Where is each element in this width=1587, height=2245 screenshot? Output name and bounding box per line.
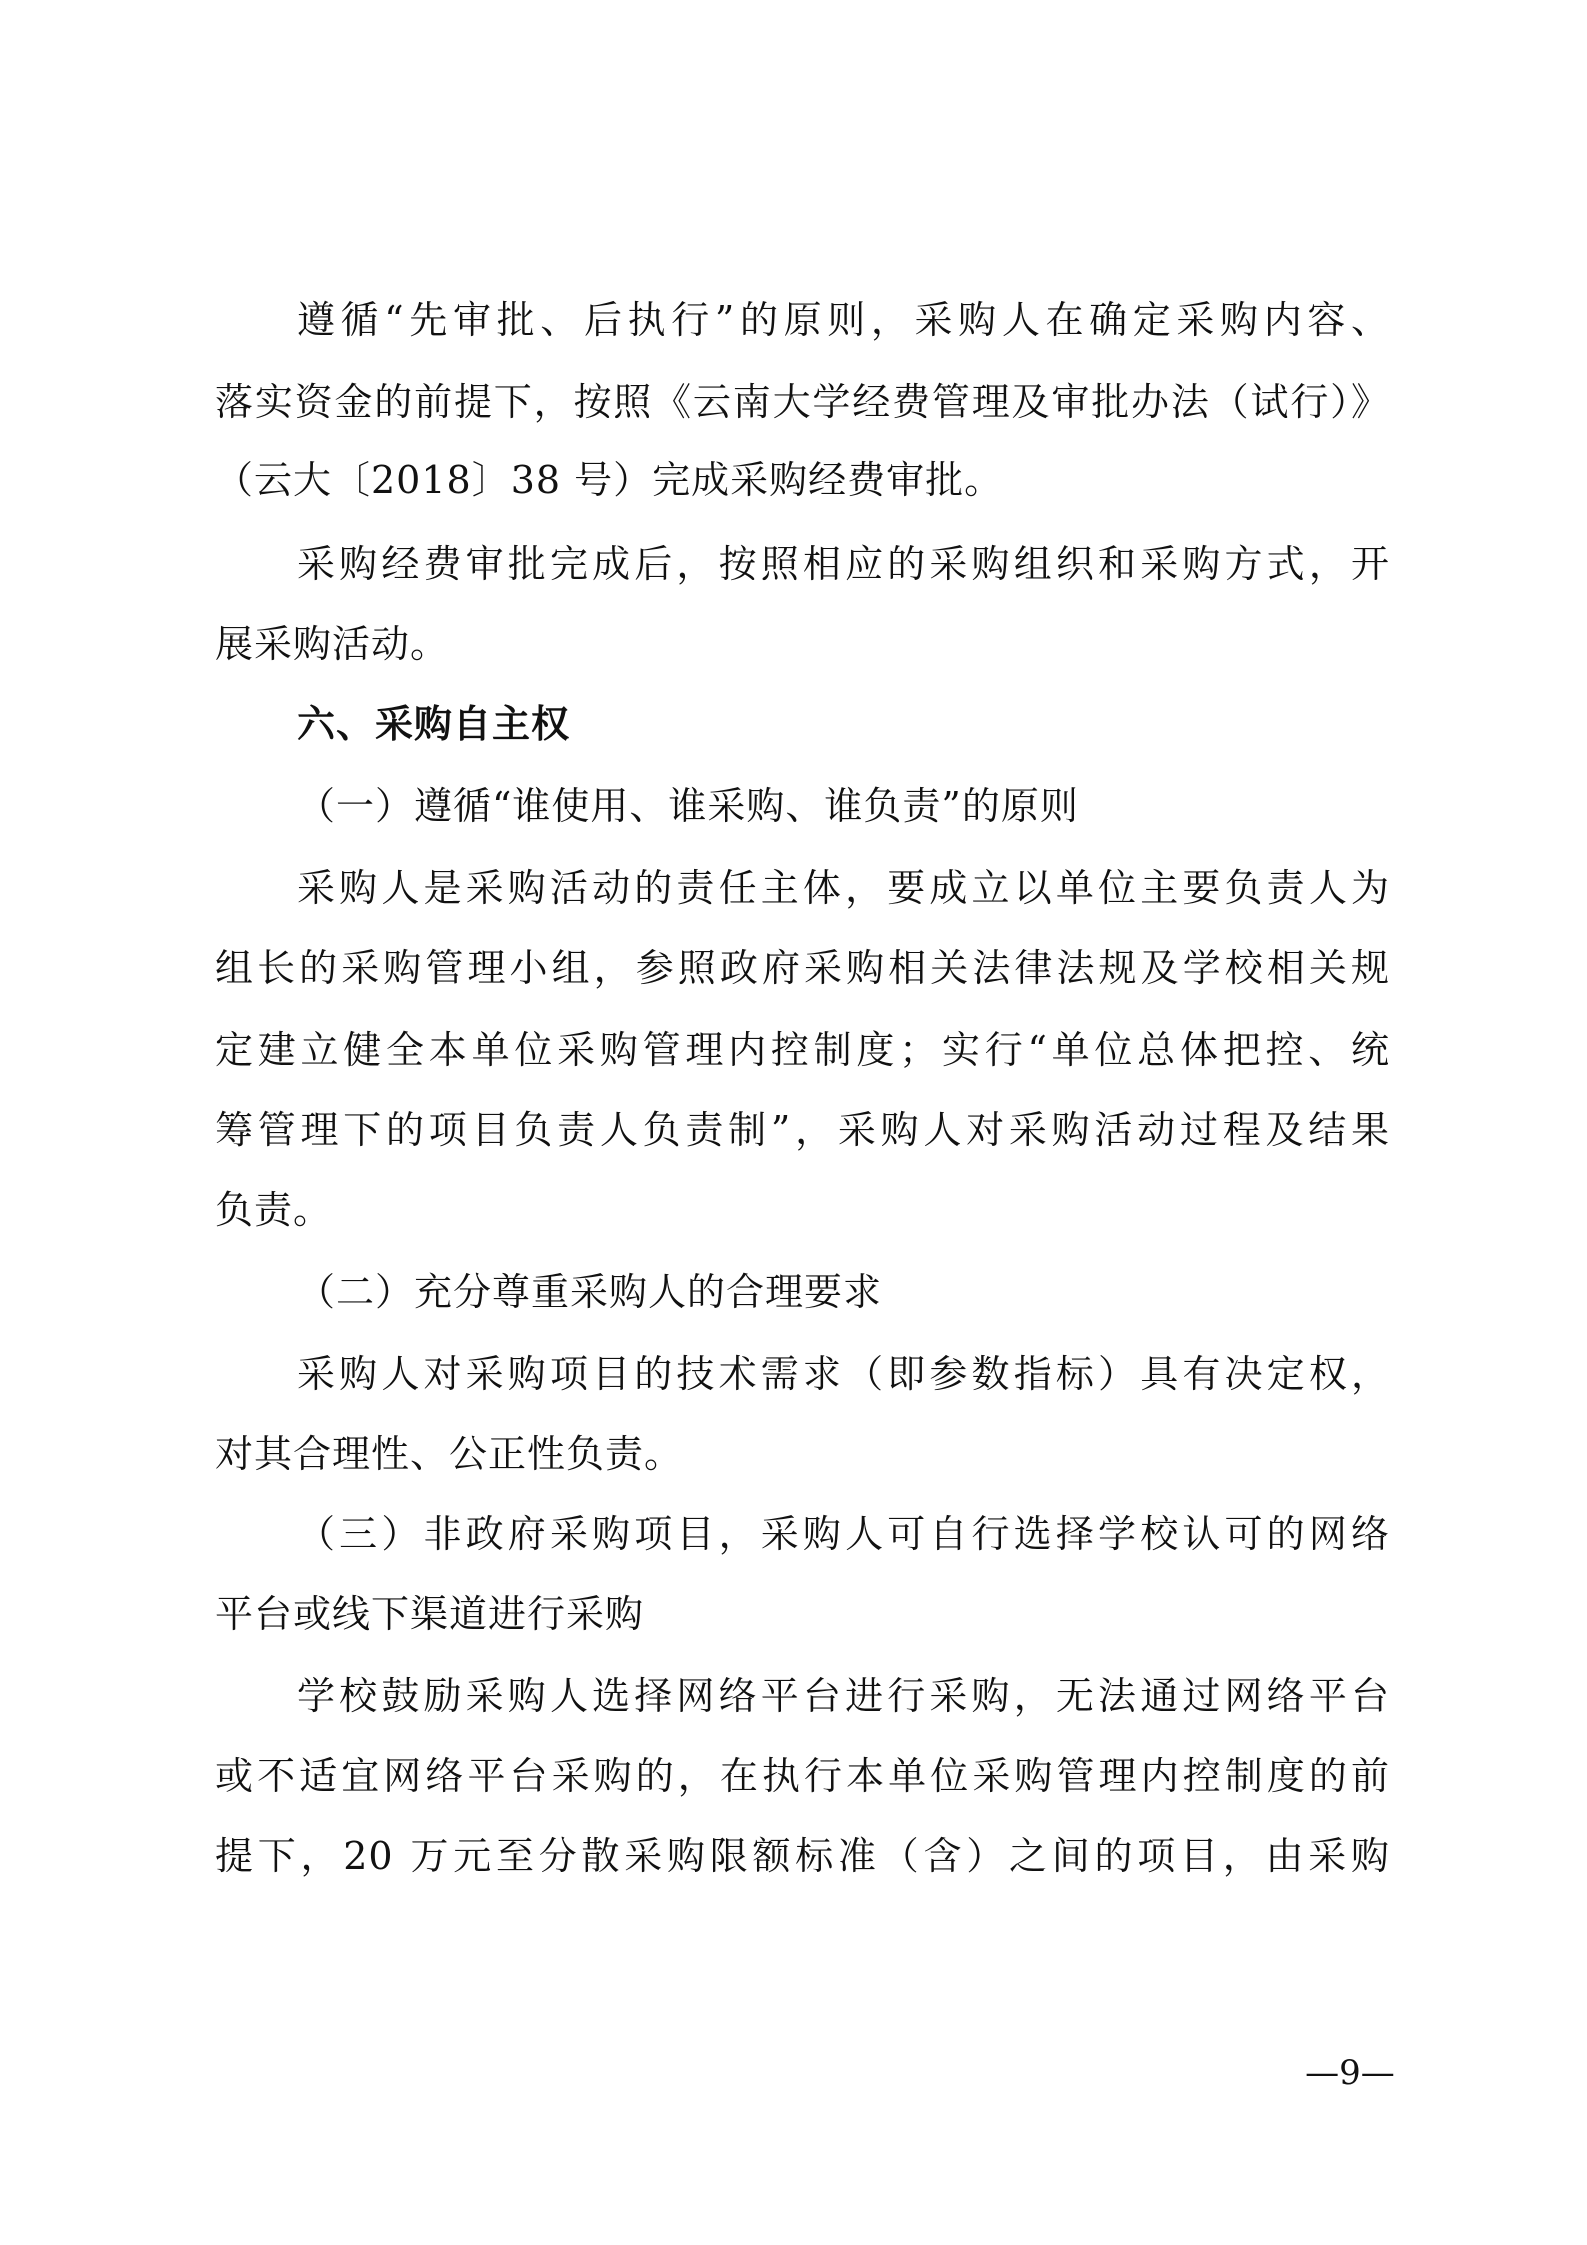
text-line: 对其合理性、公正性负责。 bbox=[215, 1432, 684, 1476]
section-heading: 六、采购自主权 bbox=[297, 702, 571, 746]
text-line: 负责。 bbox=[215, 1188, 333, 1232]
subsection-heading: （三）非政府采购项目，采购人可自行选择学校认可的网络 bbox=[297, 1512, 1390, 1556]
text-line: 遵循“先审批、后执行”的原则，采购人在确定采购内容、 bbox=[297, 298, 1390, 342]
text-line: （云大〔2018〕38 号）完成采购经费审批。 bbox=[215, 458, 1004, 502]
text-line: 落实资金的前提下，按照《云南大学经费管理及审批办法（试行）》 bbox=[215, 380, 1390, 424]
text-line: 采购人对采购项目的技术需求（即参数指标）具有决定权， bbox=[297, 1352, 1390, 1396]
text-line: 学校鼓励采购人选择网络平台进行采购，无法通过网络平台 bbox=[297, 1674, 1390, 1718]
text-line: 采购经费审批完成后，按照相应的采购组织和采购方式，开 bbox=[297, 542, 1390, 586]
text-line: 或不适宜网络平台采购的，在执行本单位采购管理内控制度的前 bbox=[215, 1754, 1390, 1798]
text-line: 定建立健全本单位采购管理内控制度；实行“单位总体把控、统 bbox=[215, 1028, 1390, 1072]
text-line: 展采购活动。 bbox=[215, 622, 450, 666]
page-number: —9— bbox=[1305, 2053, 1395, 2093]
text-line: 组长的采购管理小组，参照政府采购相关法律法规及学校相关规 bbox=[215, 946, 1390, 990]
text-line: 采购人是采购活动的责任主体，要成立以单位主要负责人为 bbox=[297, 866, 1390, 910]
text-line: 提下，20 万元至分散采购限额标准（含）之间的项目，由采购 bbox=[215, 1834, 1390, 1878]
subsection-heading: （二）充分尊重采购人的合理要求 bbox=[297, 1270, 883, 1314]
subsection-heading-continued: 平台或线下渠道进行采购 bbox=[215, 1592, 645, 1636]
text-line: 筹管理下的项目负责人负责制”，采购人对采购活动过程及结果 bbox=[215, 1108, 1390, 1152]
subsection-heading: （一）遵循“谁使用、谁采购、谁负责”的原则 bbox=[297, 784, 1079, 828]
